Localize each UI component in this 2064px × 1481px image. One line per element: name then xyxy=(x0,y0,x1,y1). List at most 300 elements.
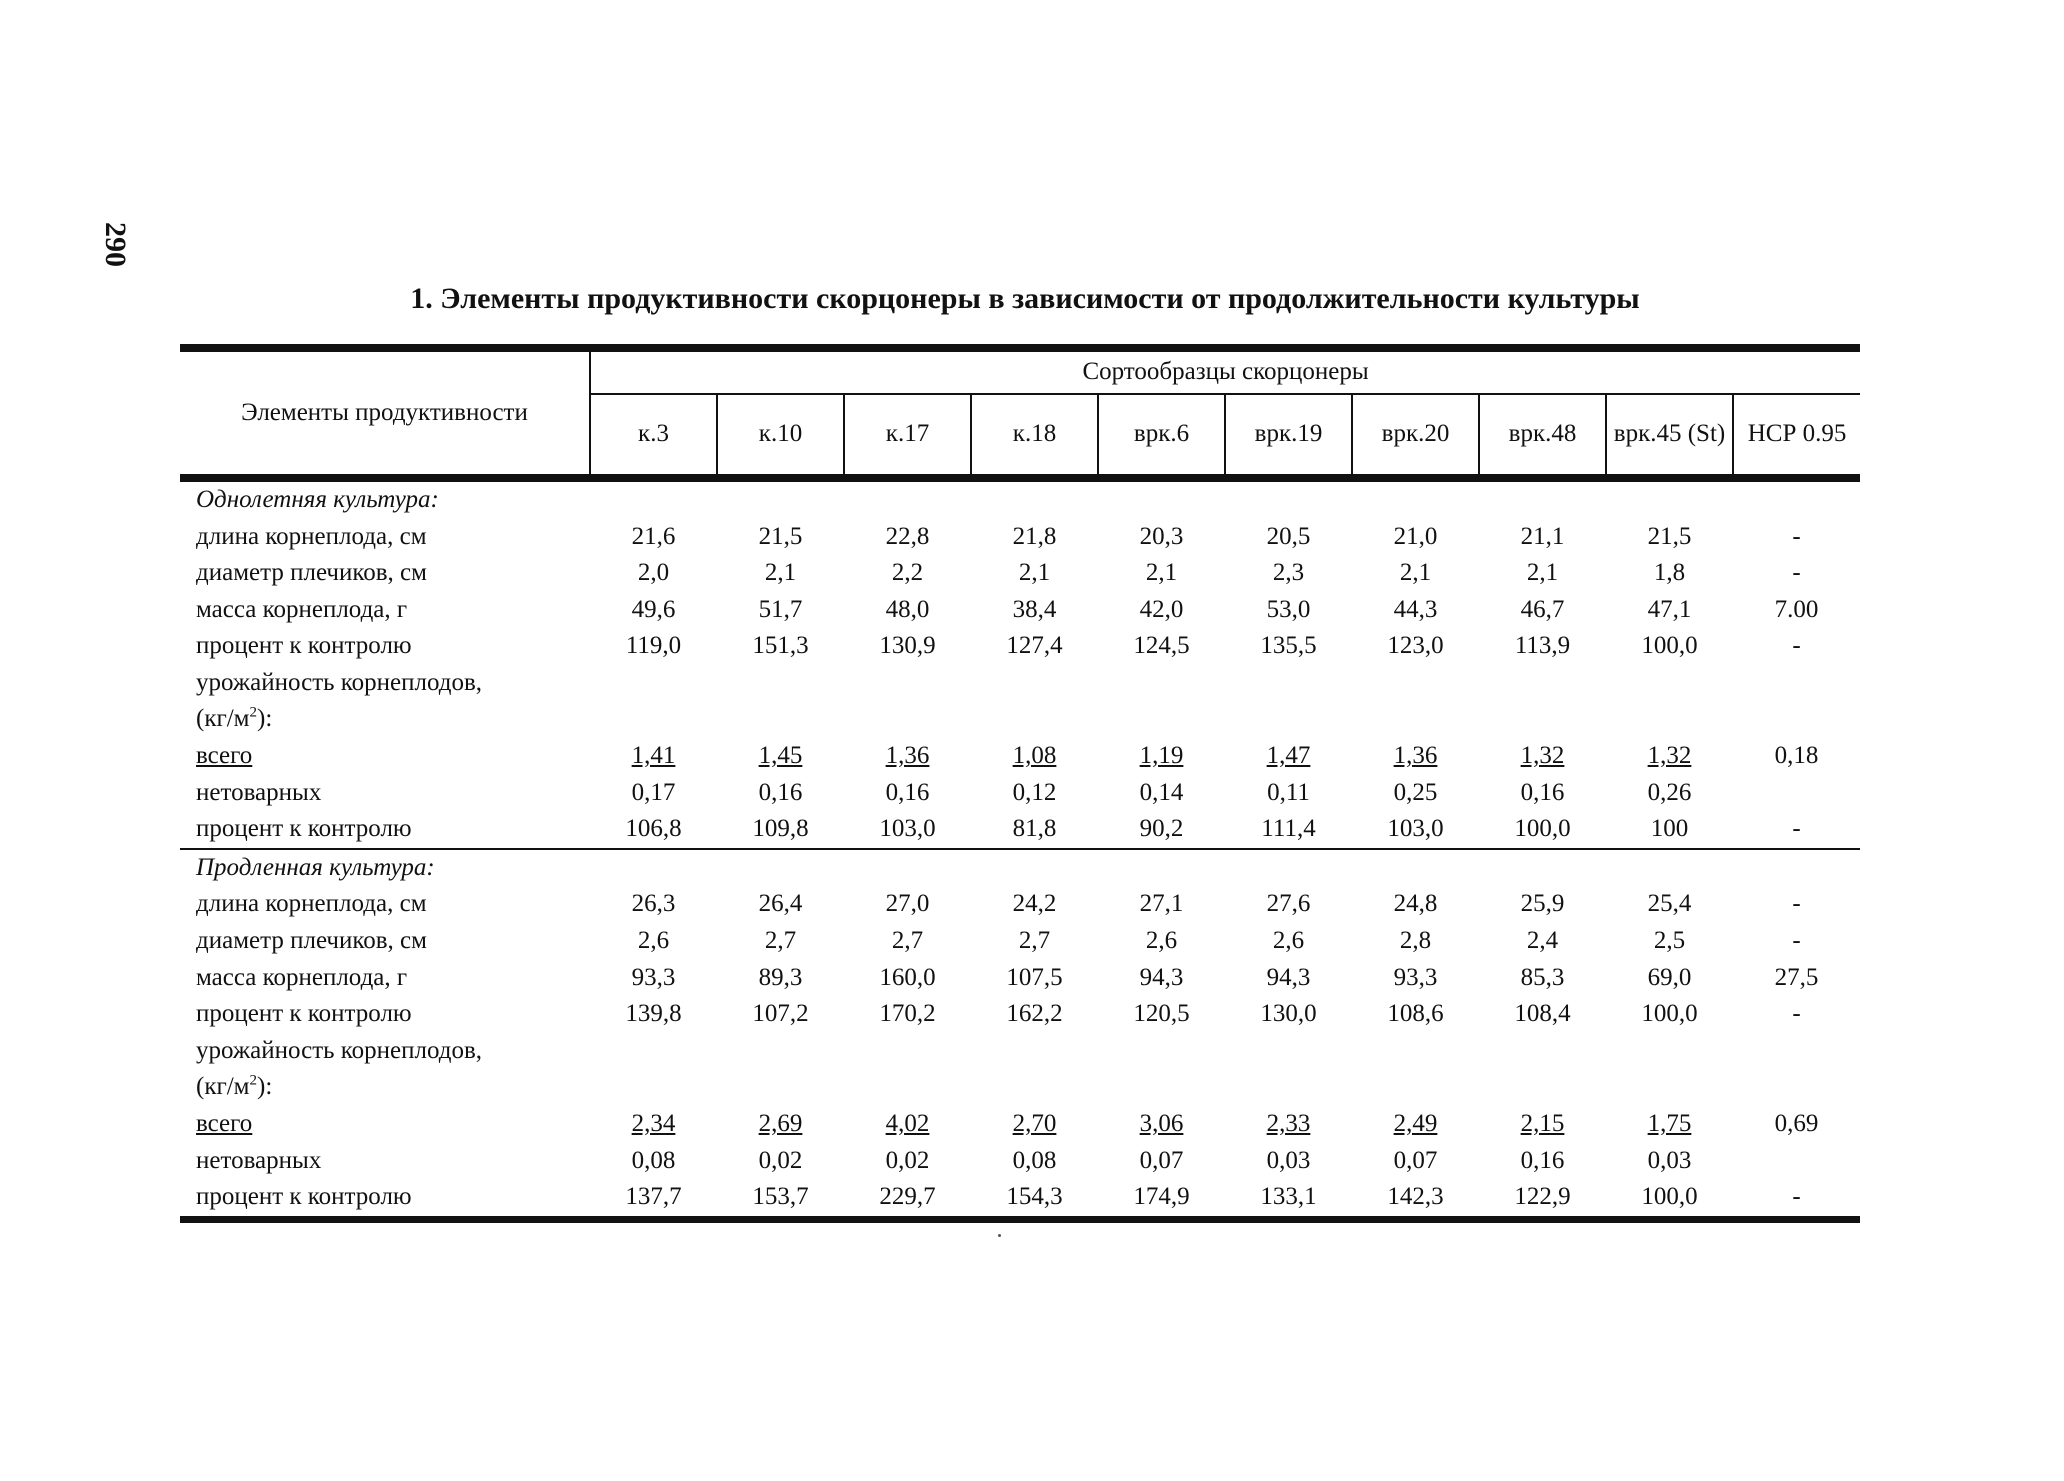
table-cell xyxy=(1479,628,1606,665)
cell-value: 130,0 xyxy=(1260,1000,1317,1028)
cell-value: 151,3 xyxy=(752,632,809,660)
cell-value: 2,15 xyxy=(1520,1110,1565,1138)
column-header: врк.19 xyxy=(1225,394,1352,478)
table-cell xyxy=(1098,1179,1225,1219)
table-cell xyxy=(971,628,1098,665)
table-cell xyxy=(971,702,1098,739)
section-title: Продленная культура: xyxy=(180,849,1860,887)
cell-value: 2,1 xyxy=(764,559,797,587)
table-cell xyxy=(1225,960,1352,997)
table-cell xyxy=(971,738,1098,775)
table-cell xyxy=(1606,738,1733,775)
table-cell xyxy=(844,1033,971,1070)
cell-value: 2,33 xyxy=(1266,1110,1311,1138)
row-label-text: (кг/м xyxy=(196,705,250,733)
table-cell xyxy=(717,665,844,702)
table-cell xyxy=(1098,1070,1225,1107)
cell-value: - xyxy=(1792,632,1801,660)
column-header: к.18 xyxy=(971,394,1098,478)
row-label-text: нетоварных xyxy=(196,1146,322,1174)
table-cell xyxy=(1098,555,1225,592)
table-cell xyxy=(1733,519,1860,556)
table-cell xyxy=(1606,775,1733,812)
cell-value: 2,6 xyxy=(637,927,670,955)
productivity-table xyxy=(180,344,1860,1223)
cell-value: 2,7 xyxy=(764,927,797,955)
table-cell xyxy=(590,592,717,629)
cell-value: 48,0 xyxy=(885,595,930,623)
table-cell xyxy=(1098,665,1225,702)
table-row xyxy=(180,775,1860,812)
table-row xyxy=(180,628,1860,665)
cell-value: 89,3 xyxy=(758,963,803,991)
table-cell xyxy=(1733,996,1860,1033)
cell-value: 2,1 xyxy=(1526,559,1559,587)
row-label xyxy=(180,702,590,739)
table-cell xyxy=(717,1033,844,1070)
table-cell xyxy=(971,555,1098,592)
cell-value: 0,26 xyxy=(1647,778,1692,806)
cell-value: 0,07 xyxy=(1139,1146,1184,1174)
table-cell xyxy=(1733,702,1860,739)
table-cell xyxy=(1479,1106,1606,1143)
cell-value: 0,69 xyxy=(1774,1110,1819,1138)
table-title: 1. Элементы продуктивности скорцонеры в зависимости от продолжительности культуры xyxy=(410,282,1640,315)
cell-value: 7.00 xyxy=(1774,595,1819,623)
cell-value: 107,5 xyxy=(1006,963,1063,991)
row-label-text: урожайность корнеплодов, xyxy=(196,668,483,696)
table-cell xyxy=(844,738,971,775)
table-cell xyxy=(1479,775,1606,812)
cell-value: 0,08 xyxy=(1012,1146,1057,1174)
table-cell xyxy=(1479,592,1606,629)
cell-value: 0,07 xyxy=(1393,1146,1438,1174)
table-cell xyxy=(844,555,971,592)
table-cell xyxy=(1479,960,1606,997)
cell-value: 120,5 xyxy=(1133,1000,1190,1028)
table-cell xyxy=(1352,960,1479,997)
cell-value: 26,4 xyxy=(758,890,803,918)
table-cell xyxy=(717,811,844,849)
table-cell xyxy=(590,960,717,997)
table-row xyxy=(180,1179,1860,1219)
cell-value: 2,69 xyxy=(758,1110,803,1138)
table-cell xyxy=(1733,1179,1860,1219)
table-cell xyxy=(1225,923,1352,960)
cell-value: 0,02 xyxy=(758,1146,803,1174)
table-cell xyxy=(1098,996,1225,1033)
table-cell xyxy=(1606,555,1733,592)
table-cell xyxy=(1225,519,1352,556)
table-cell xyxy=(717,1179,844,1219)
table-cell xyxy=(971,519,1098,556)
cell-value: 25,4 xyxy=(1647,890,1692,918)
cell-value: 42,0 xyxy=(1139,595,1184,623)
cell-value: 44,3 xyxy=(1393,595,1438,623)
table-cell xyxy=(717,702,844,739)
table-row xyxy=(180,887,1860,924)
table-cell xyxy=(1098,923,1225,960)
table-cell xyxy=(1225,592,1352,629)
column-header: врк.48 xyxy=(1479,394,1606,478)
cell-value: 1,32 xyxy=(1647,742,1692,770)
cell-value: - xyxy=(1792,559,1801,587)
table-cell xyxy=(844,960,971,997)
cell-value: 2,7 xyxy=(891,927,924,955)
cell-value: 139,8 xyxy=(625,1000,682,1028)
elements-header: Элементы продуктивности xyxy=(180,348,590,478)
cell-value: 100,0 xyxy=(1641,1000,1698,1028)
table-cell xyxy=(590,702,717,739)
table-cell xyxy=(971,996,1098,1033)
table-cell xyxy=(844,1070,971,1107)
cell-value: 2,7 xyxy=(1018,927,1051,955)
table-cell xyxy=(971,1033,1098,1070)
cell-value: 103,0 xyxy=(879,815,936,843)
table-cell xyxy=(590,923,717,960)
table-cell xyxy=(590,555,717,592)
table-cell xyxy=(1733,811,1860,849)
table-cell xyxy=(1225,702,1352,739)
row-label xyxy=(180,996,590,1033)
group-header: Сортообразцы скорцонеры xyxy=(590,348,1860,394)
row-label-text: всего xyxy=(196,742,253,770)
cell-value: 20,3 xyxy=(1139,522,1184,550)
cell-value: 137,7 xyxy=(625,1183,682,1211)
table-cell xyxy=(844,996,971,1033)
table-cell xyxy=(1352,1179,1479,1219)
cell-value: 46,7 xyxy=(1520,595,1565,623)
table-cell xyxy=(1098,1106,1225,1143)
table-cell xyxy=(1225,996,1352,1033)
table-cell xyxy=(1479,887,1606,924)
cell-value: - xyxy=(1792,927,1801,955)
cell-value: 93,3 xyxy=(1393,963,1438,991)
cell-value: 0,03 xyxy=(1647,1146,1692,1174)
table-cell xyxy=(590,775,717,812)
row-label xyxy=(180,1143,590,1180)
table-cell xyxy=(971,665,1098,702)
table-cell xyxy=(1733,775,1860,812)
table-cell xyxy=(717,592,844,629)
cell-value: 69,0 xyxy=(1647,963,1692,991)
cell-value: 0,14 xyxy=(1139,778,1184,806)
table-row xyxy=(180,1070,1860,1107)
table-cell xyxy=(1352,887,1479,924)
cell-value: 3,06 xyxy=(1139,1110,1184,1138)
table-cell xyxy=(1479,665,1606,702)
row-label-text: (кг/м xyxy=(196,1073,250,1101)
table-cell xyxy=(971,775,1098,812)
cell-value: 2,6 xyxy=(1145,927,1178,955)
table-cell xyxy=(590,1179,717,1219)
cell-value: 2,8 xyxy=(1399,927,1432,955)
cell-value: 142,3 xyxy=(1387,1183,1444,1211)
table-cell xyxy=(1352,1033,1479,1070)
cell-value: 0,11 xyxy=(1267,778,1310,806)
cell-value: 2,4 xyxy=(1526,927,1559,955)
table-cell xyxy=(1352,555,1479,592)
table-cell xyxy=(1479,811,1606,849)
table-row xyxy=(180,1033,1860,1070)
table-cell xyxy=(1225,811,1352,849)
row-label xyxy=(180,1106,590,1143)
row-label xyxy=(180,519,590,556)
page-number: 290 xyxy=(99,222,132,267)
table-cell xyxy=(1733,592,1860,629)
table-cell xyxy=(971,811,1098,849)
cell-value: 108,6 xyxy=(1387,1000,1444,1028)
cell-value: 100,0 xyxy=(1641,632,1698,660)
cell-value: 2,5 xyxy=(1653,927,1686,955)
cell-value: - xyxy=(1792,522,1801,550)
table-cell xyxy=(1606,592,1733,629)
cell-value: 21,0 xyxy=(1393,522,1438,550)
table-cell xyxy=(1098,519,1225,556)
table-cell xyxy=(717,923,844,960)
table-cell xyxy=(717,996,844,1033)
table-cell xyxy=(590,1143,717,1180)
table-cell xyxy=(1479,519,1606,556)
cell-value: 1,36 xyxy=(885,742,930,770)
cell-value: 2,3 xyxy=(1272,559,1305,587)
table-row xyxy=(180,996,1860,1033)
table-cell xyxy=(1479,1143,1606,1180)
table-cell xyxy=(1733,1106,1860,1143)
table-cell xyxy=(1352,1070,1479,1107)
table-cell xyxy=(1733,738,1860,775)
cell-value: 160,0 xyxy=(879,963,936,991)
row-label xyxy=(180,555,590,592)
cell-value: 100,0 xyxy=(1514,815,1571,843)
table-cell xyxy=(717,628,844,665)
table-cell xyxy=(1352,923,1479,960)
cell-value: 2,49 xyxy=(1393,1110,1438,1138)
column-header: к.10 xyxy=(717,394,844,478)
row-label xyxy=(180,1179,590,1219)
table-cell xyxy=(844,665,971,702)
table-cell xyxy=(1352,665,1479,702)
row-label xyxy=(180,1070,590,1107)
cell-value: 111,4 xyxy=(1261,815,1316,843)
table-cell xyxy=(1225,738,1352,775)
table-cell xyxy=(590,887,717,924)
table-cell xyxy=(1352,1143,1479,1180)
table-cell xyxy=(1225,775,1352,812)
cell-value: - xyxy=(1792,1183,1801,1211)
table-cell xyxy=(1606,1033,1733,1070)
table-cell xyxy=(590,996,717,1033)
cell-value: 100 xyxy=(1650,815,1689,843)
cell-value: 24,2 xyxy=(1012,890,1057,918)
table-cell xyxy=(1479,923,1606,960)
cell-value: 24,8 xyxy=(1393,890,1438,918)
cell-value: 0,12 xyxy=(1012,778,1057,806)
cell-value: 21,5 xyxy=(1647,522,1692,550)
table-cell xyxy=(1733,960,1860,997)
table-row xyxy=(180,665,1860,702)
table-row xyxy=(180,555,1860,592)
table-cell xyxy=(590,665,717,702)
cell-value: - xyxy=(1792,1000,1801,1028)
table-cell xyxy=(844,519,971,556)
table-cell xyxy=(1225,1143,1352,1180)
table-cell xyxy=(1225,1179,1352,1219)
cell-value: 53,0 xyxy=(1266,595,1311,623)
cell-value: 85,3 xyxy=(1520,963,1565,991)
table-cell xyxy=(971,1143,1098,1180)
row-label xyxy=(180,665,590,702)
table-cell xyxy=(1098,1143,1225,1180)
cell-value: 0,16 xyxy=(1520,1146,1565,1174)
cell-value: 2,0 xyxy=(637,559,670,587)
table-cell xyxy=(590,1070,717,1107)
row-label xyxy=(180,1033,590,1070)
table-cell xyxy=(1606,1179,1733,1219)
table-cell xyxy=(717,738,844,775)
table-cell xyxy=(1606,519,1733,556)
row-label xyxy=(180,775,590,812)
table-row xyxy=(180,960,1860,997)
table-cell xyxy=(844,775,971,812)
cell-value: 174,9 xyxy=(1133,1183,1190,1211)
row-label-text: урожайность корнеплодов, xyxy=(196,1036,483,1064)
cell-value: 2,70 xyxy=(1012,1110,1057,1138)
cell-value: 2,1 xyxy=(1018,559,1051,587)
scan-speck xyxy=(998,1234,1001,1237)
cell-value: 1,47 xyxy=(1266,742,1311,770)
cell-value: 51,7 xyxy=(758,595,803,623)
row-label-text: нетоварных xyxy=(196,778,322,806)
row-label-text: процент к контролю xyxy=(196,1183,412,1211)
table-cell xyxy=(1225,887,1352,924)
table-cell xyxy=(1479,738,1606,775)
table-cell xyxy=(1352,702,1479,739)
table-row xyxy=(180,738,1860,775)
table-cell xyxy=(1606,1070,1733,1107)
cell-value: - xyxy=(1792,890,1801,918)
table-cell xyxy=(590,1106,717,1143)
cell-value: 93,3 xyxy=(631,963,676,991)
row-label-tail: ): xyxy=(257,1073,273,1101)
table-cell xyxy=(1352,519,1479,556)
table-cell xyxy=(590,811,717,849)
row-label xyxy=(180,811,590,849)
cell-value: 106,8 xyxy=(625,815,682,843)
row-label xyxy=(180,592,590,629)
cell-value: 127,4 xyxy=(1006,632,1063,660)
table-cell xyxy=(1479,555,1606,592)
cell-value: 38,4 xyxy=(1012,595,1057,623)
table-cell xyxy=(1479,996,1606,1033)
cell-value: 154,3 xyxy=(1006,1183,1063,1211)
table-cell xyxy=(717,1070,844,1107)
row-label-text: процент к контролю xyxy=(196,1000,412,1028)
table-cell xyxy=(1606,923,1733,960)
table-cell xyxy=(1606,887,1733,924)
cell-value: 170,2 xyxy=(879,1000,936,1028)
table-cell xyxy=(1733,887,1860,924)
table-row xyxy=(180,702,1860,739)
table-cell xyxy=(844,1143,971,1180)
table-cell xyxy=(844,923,971,960)
cell-value: 122,9 xyxy=(1514,1183,1571,1211)
cell-value: 21,8 xyxy=(1012,522,1057,550)
table-cell xyxy=(1098,960,1225,997)
cell-value: 162,2 xyxy=(1006,1000,1063,1028)
table-cell xyxy=(1352,996,1479,1033)
column-header: врк.45 (St) xyxy=(1606,394,1733,478)
row-label-text: всего xyxy=(196,1110,253,1138)
cell-value: 100,0 xyxy=(1641,1183,1698,1211)
row-label-text: процент к контролю xyxy=(196,632,412,660)
table-cell xyxy=(717,960,844,997)
cell-value: 22,8 xyxy=(885,522,930,550)
row-label xyxy=(180,628,590,665)
row-label xyxy=(180,738,590,775)
table-cell xyxy=(1098,811,1225,849)
cell-value: 26,3 xyxy=(631,890,676,918)
row-label-text: диаметр плечиков, см xyxy=(196,927,427,955)
cell-value: 107,2 xyxy=(752,1000,809,1028)
table-row xyxy=(180,923,1860,960)
table-cell xyxy=(971,923,1098,960)
cell-value: 0,16 xyxy=(1520,778,1565,806)
cell-value: 0,02 xyxy=(885,1146,930,1174)
table-cell xyxy=(717,1143,844,1180)
table-cell xyxy=(1606,702,1733,739)
table-cell xyxy=(1479,1070,1606,1107)
table-cell xyxy=(590,519,717,556)
table-cell xyxy=(1733,665,1860,702)
table-cell xyxy=(1479,702,1606,739)
table-cell xyxy=(1098,738,1225,775)
cell-value: 113,9 xyxy=(1514,632,1571,660)
row-label-text: диаметр плечиков, см xyxy=(196,559,427,587)
row-label-text: масса корнеплода, г xyxy=(196,963,408,991)
cell-value: 27,1 xyxy=(1139,890,1184,918)
table-cell xyxy=(1479,1033,1606,1070)
cell-value: 108,4 xyxy=(1514,1000,1571,1028)
table-row xyxy=(180,811,1860,849)
table-cell xyxy=(1098,628,1225,665)
table-cell xyxy=(590,628,717,665)
table-cell xyxy=(1352,628,1479,665)
table-cell xyxy=(717,519,844,556)
table-cell xyxy=(1479,1179,1606,1219)
table-cell xyxy=(717,1106,844,1143)
cell-value: 123,0 xyxy=(1387,632,1444,660)
table-cell xyxy=(1606,628,1733,665)
table-cell xyxy=(1098,1033,1225,1070)
table-cell xyxy=(1098,887,1225,924)
cell-value: 27,0 xyxy=(885,890,930,918)
table-cell xyxy=(1352,592,1479,629)
row-label-text: процент к контролю xyxy=(196,815,412,843)
table-row xyxy=(180,1143,1860,1180)
table-cell xyxy=(844,887,971,924)
table-cell xyxy=(1733,1143,1860,1180)
table-cell xyxy=(971,960,1098,997)
cell-value: 20,5 xyxy=(1266,522,1311,550)
cell-value: 2,1 xyxy=(1145,559,1178,587)
table-cell xyxy=(1352,775,1479,812)
table-row xyxy=(180,519,1860,556)
cell-value: 229,7 xyxy=(879,1183,936,1211)
cell-value: 81,8 xyxy=(1012,815,1057,843)
cell-value: 130,9 xyxy=(879,632,936,660)
table-cell xyxy=(1606,665,1733,702)
